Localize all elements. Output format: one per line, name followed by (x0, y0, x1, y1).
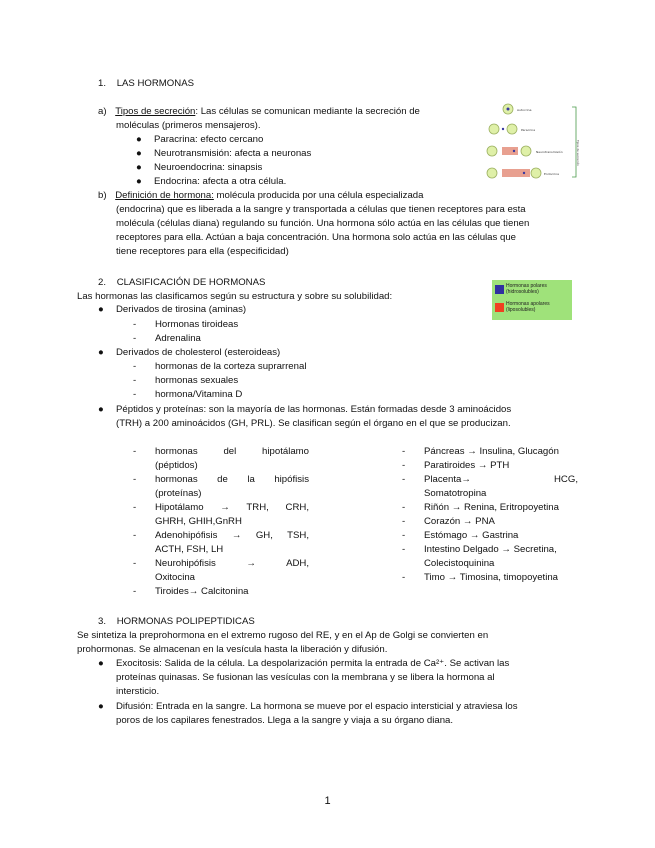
classification-intro: Las hormonas las clasificamos según su estructura y sobre su solubilidad: (77, 291, 393, 302)
list-item: - Adrenalina (133, 333, 201, 344)
list-item: ● Neuroendocrina: sinapsis (136, 162, 263, 173)
subsection-b (98, 189, 578, 259)
peptide-organs-right (402, 445, 578, 585)
figure-brace-label: Tipos de secreción (576, 140, 580, 166)
term-secretion-types: Tipos de secreción (115, 106, 196, 117)
bullet-icon: ● (98, 701, 104, 712)
peptides-line: Péptidos y proteínas: son la mayoría de las hormonas. Están formadas desde 3 aminoácidos (116, 404, 512, 415)
exocytosis-item: ● Exocitosis: Salida de la célula. La despolarización permita la entrada de Ca²⁺. Se activan las proteínas quinasas. Se fusionan las vesículas con la membrana y se libera la hormona al intersticio. (98, 658, 510, 697)
list-item: - Timo → Timosina, timopoyetina (402, 572, 559, 583)
definition-line: tiene receptores para ella (especificidad) (116, 246, 289, 257)
list-item: - Corazón → PNA (402, 516, 495, 527)
legend-swatch-apolar (495, 303, 504, 312)
legend-label-polar: Hormonas polares (hidrosolubles) (506, 283, 547, 295)
definition-line: receptores para ella. Actúan a baja concentración. Una hormona solo actúa en las células que (116, 232, 516, 243)
figure-label: Neurotransmisión (536, 150, 563, 154)
definition-text: molécula producida por una célula especializada (213, 190, 424, 201)
section-number: 2. (98, 277, 107, 288)
section-number: 3. (98, 616, 107, 627)
secretion-text-cont: moléculas (primeros mensajeros). (116, 120, 261, 131)
list-item: ● Paracrina: efecto cercano (136, 134, 264, 145)
polypeptide-intro: Se sintetiza la preprohormona en el extremo rugoso del RE, y en el Ap de Golgi se convierten en prohormonas. Se almacenan en la vesícula hasta la liberación y difusión. (77, 630, 489, 655)
list-item: - hormonas del hipotálamo (péptidos) (133, 446, 309, 471)
list-item: ● Endocrina: afecta a otra célula. (136, 176, 287, 187)
figure-label: Endocrina (544, 172, 559, 176)
group-cholesterol (98, 346, 280, 360)
bullet-icon: ● (136, 162, 142, 173)
secretion-diagram (484, 103, 580, 185)
peptide-organs-left (133, 445, 309, 599)
legend-swatch-polar (495, 285, 504, 294)
list-item: ● Neurotransmisión: afecta a neuronas (136, 148, 312, 159)
term-hormone-definition: Definición de hormona: (115, 190, 214, 201)
group-title: Derivados de tirosina (aminas) (116, 304, 247, 315)
list-item: - hormonas de la corteza suprarrenal (133, 361, 307, 372)
page-number: 1 (324, 795, 331, 807)
section-title: CLASIFICACIÓN DE HORMONAS (116, 277, 266, 288)
list-item: - hormonas sexuales (133, 375, 239, 386)
definition-line: (endocrina) que es liberada a la sangre y transportada a células que tienen receptores para esta (116, 204, 526, 215)
list-item: - Estómago → Gastrina (402, 530, 519, 541)
section-3-heading (98, 615, 255, 629)
bullet-icon: ● (98, 404, 104, 415)
group-title: Derivados de cholesterol (esteroideas) (116, 347, 281, 358)
group-items (133, 360, 306, 402)
subsection-label: a) (98, 106, 107, 117)
list-item: - Intestino Delgado → Secretina, Colecistoquinina (402, 544, 557, 569)
list-item: - Riñón → Renina, Eritropoyetina (402, 502, 559, 513)
list-item: - Paratiroides → PTH (402, 460, 510, 471)
list-item: - Hormonas tiroideas (133, 319, 239, 330)
legend-label-apolar: Hormonas apolares (liposolubles) (506, 301, 550, 313)
bullet-icon: ● (98, 658, 104, 669)
section-2-heading (98, 276, 265, 290)
section-title: HORMONAS POLIPEPTIDICAS (116, 616, 255, 627)
solubility-legend (492, 280, 572, 320)
subsection-a (98, 105, 476, 133)
list-item: - Páncreas → Insulina, Glucagón (402, 446, 559, 457)
subsection-label: b) (98, 190, 107, 201)
peptides-line: (TRH) a 200 aminoácidos (GH, PRL). Se clasifican según el órgano en el que se producizan. (116, 418, 511, 429)
definition-line: molécula (células diana) regulando su función. Una hormona sólo actúa en las células que tienen (116, 218, 530, 229)
secretion-text: : Las células se comunican mediante la secreción de (195, 106, 420, 117)
list-item: - hormona/Vitamina D (133, 389, 243, 400)
bullet-icon: ● (98, 347, 104, 358)
bullet-icon: ● (136, 176, 142, 187)
bullet-icon: ● (98, 304, 104, 315)
list-item: - hormonas de la hipófisis (proteínas) (133, 474, 309, 499)
diffusion-item: ● Difusión: Entrada en la sangre. La hormona se mueve por el espacio intersticial y atraviesa los poros de los capilares fenestrados. Llega a la sangre y viaja a su órgano diana. (98, 701, 518, 726)
list-item: - Adenohipófisis → GH, TSH, ACTH, FSH, LH (133, 530, 309, 555)
list-item: - Hipotálamo → TRH, CRH, GHRH, GHIH,GnRH (133, 502, 309, 527)
group-tyrosine (98, 303, 246, 317)
figure-label: Autocrina (517, 108, 532, 112)
section-number: 1. (98, 78, 107, 89)
group-peptides (98, 403, 578, 431)
bullet-icon: ● (136, 148, 142, 159)
list-item: - Neurohipófisis → ADH, Oxitocina (133, 558, 309, 583)
bullet-icon: ● (136, 134, 142, 145)
secretion-types-figure (484, 103, 580, 185)
section-1-heading (98, 77, 194, 91)
list-item: - Tiroides→ Calcitonina (133, 586, 249, 597)
group-items (133, 318, 238, 346)
figure-label: Paracrina (521, 128, 536, 132)
list-item: - Placenta→ HCG, Somatotropina (402, 474, 578, 499)
secretion-list (136, 133, 311, 189)
section-title: LAS HORMONAS (116, 78, 194, 89)
